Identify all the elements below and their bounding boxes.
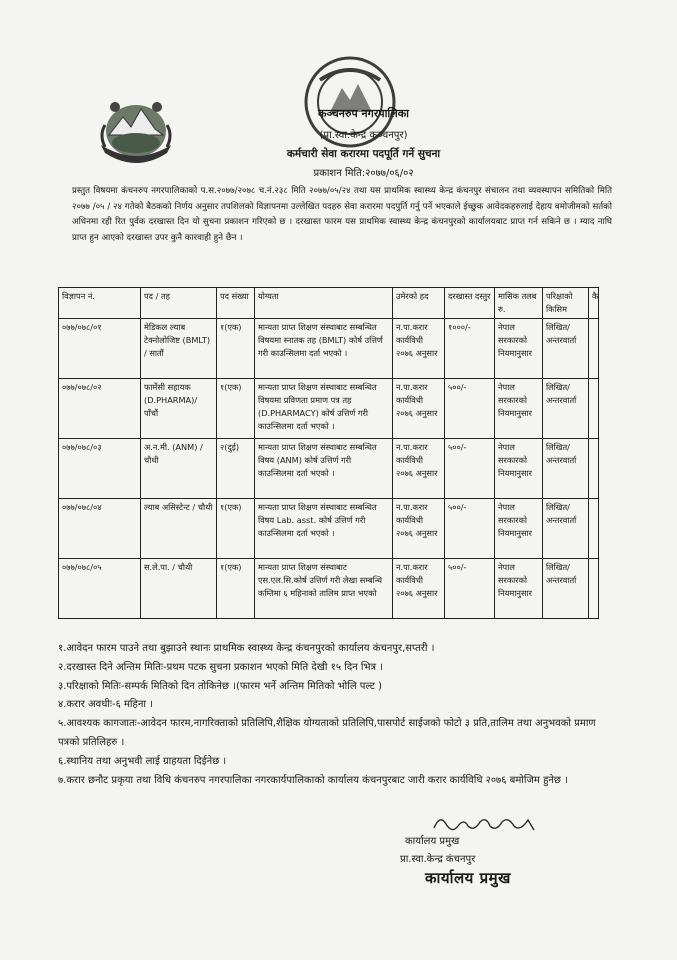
exam-type: लिखित/ अन्तरवार्ता	[543, 559, 589, 619]
terms-list	[58, 640, 618, 790]
age-limit: न.पा.करार कार्यविधी २०७६ अनुसार	[393, 379, 445, 439]
table-row	[59, 379, 599, 439]
application-fee: ५००/-	[445, 499, 495, 559]
application-fee: १०००/-	[445, 319, 495, 379]
term-item: ३.परिक्षाको मितिः-सम्पर्क मितिको दिन तोकिनेछ ।(फारम भर्ने अन्तिम मितिको भोलि पल्ट )	[58, 680, 382, 692]
age-limit: न.पा.करार कार्यविधी २०७६ अनुसार	[393, 559, 445, 619]
term-item: ५.आवश्यक कागजातः-आवेदन फारम,नागरिक्ताको प्रतिलिपि,शैक्षिक योग्यताको प्रतिलिपि,पासपोर्ट साईजको फोटो ३ प्रति,तालिम तथा अनुभवको प्रमाण पत्रको प्रतिलिहरु ।	[58, 718, 596, 748]
post-level: फार्मेसी सहायक (D.PHARMA)/ पाँचौं	[141, 379, 217, 439]
table-row	[59, 499, 599, 559]
term-item: १.आवेदन फारम पाउने तथा बुझाउने स्थानः प्राथमिक स्वास्थ्य केन्द्र कंचनपुरको कार्यालय कंचनपुर,सप्तरी ।	[58, 643, 435, 654]
age-limit: न.पा.करार कार्यविधी २०७६ अनुसार	[393, 319, 445, 379]
post-level: ल्याब असिस्टेन्ट / चौथी	[141, 499, 217, 559]
post-count: १(एक)	[217, 319, 255, 379]
post-count: १(एक)	[217, 499, 255, 559]
exam-type: लिखित/ अन्तरवार्ता	[543, 499, 589, 559]
post-level: मेडिकल ल्याब टेक्नोलोजिष्ट (BMLT) / सातौं	[141, 319, 217, 379]
exam-type: लिखित/ अन्तरवार्ता	[543, 319, 589, 379]
adv-no: ०७७/०७८/०२	[59, 379, 141, 439]
application-fee: ५००/-	[445, 559, 495, 619]
signatory-title: कार्यालय प्रमुख	[405, 836, 460, 847]
monthly-salary: नेपाल सरकारको नियमानुसार	[495, 559, 543, 619]
col-header-count: पद संख्या	[217, 288, 255, 319]
age-limit: न.पा.करार कार्यविधी २०७६ अनुसार	[393, 499, 445, 559]
col-header-post: पद / तह	[141, 288, 217, 319]
col-header-salary: मासिक तलब रु.	[495, 288, 543, 319]
remarks	[589, 379, 599, 439]
health-center-name: (प्रा.स्वा.केन्द्र कञ्चनपुर)	[319, 130, 408, 141]
notice-title: कर्मचारी सेवा करारमा पदपूर्ति गर्ने सुचना	[286, 148, 441, 160]
table-row	[59, 439, 599, 499]
monthly-salary: नेपाल सरकारको नियमानुसार	[495, 439, 543, 499]
signatory-office: प्रा.स्वा.केन्द्र कंचनपुर	[400, 854, 476, 865]
post-count: २(दुई)	[217, 439, 255, 499]
qualification: मान्यता प्राप्त शिक्षण संस्थाबाट सम्बन्धित विषयमा प्रविणता प्रमाण पत्र तह (D.PHARMACY) कोर्ष उत्तिर्ण गरी काउन्सिलमा दर्ता भएको ।	[255, 379, 393, 439]
col-header-qualification: योग्यता	[255, 288, 393, 319]
monthly-salary: नेपाल सरकारको नियमानुसार	[495, 379, 543, 439]
col-header-adv-no: विज्ञापन नं.	[59, 288, 141, 319]
office-head-seal: कार्यालय प्रमुख	[425, 869, 511, 887]
qualification: मान्यता प्राप्त शिक्षण संस्थाबाट एस.एल.सि.कोर्ष उत्तिर्ण गरी लेखा सम्बन्धि कम्तिमा ६ महिनाको तालिम प्राप्त भएको	[255, 559, 393, 619]
monthly-salary: नेपाल सरकारको नियमानुसार	[495, 499, 543, 559]
col-header-fee: दरखास्त दस्तुर	[445, 288, 495, 319]
qualification: मान्यता प्राप्त शिक्षण संस्थाबाट सम्बन्धित विषयमा स्नातक तह (BMLT) कोर्ष उत्तिर्ण गरी काउन्सिलमा दर्ता भएको ।	[255, 319, 393, 379]
term-item: ७.करार छनौट प्रकृया तथा विधि कंचनरुप नगरपालिका नगरकार्यपालिकाको कार्यालय कंचनपुरबाट जारी करार कार्यविधि २०७६ बमोजिम हुनेछ ।	[58, 774, 568, 786]
col-header-age-limit: उमेरको हद	[393, 288, 445, 319]
post-count: १(एक)	[217, 379, 255, 439]
adv-no: ०७७/०७८/०१	[59, 319, 141, 379]
term-item: २.दरखास्त दिने अन्तिम मितिः-प्रथम पटक सुचना प्रकाशन भएको मिति देखी १५ दिन भित्र ।	[58, 661, 383, 673]
application-fee: ५००/-	[445, 439, 495, 499]
application-fee: ५००/-	[445, 379, 495, 439]
table-header-row	[59, 288, 599, 319]
remarks	[589, 319, 599, 379]
monthly-salary: नेपाल सरकारको नियमानुसार	[495, 319, 543, 379]
post-count: १(एक)	[217, 559, 255, 619]
adv-no: ०७७/०७८/०५	[59, 559, 141, 619]
remarks	[589, 439, 599, 499]
remarks	[589, 499, 599, 559]
table-row	[59, 559, 599, 619]
adv-no: ०७७/०७८/०४	[59, 499, 141, 559]
intro-paragraph: प्रस्तुत विषयमा कंचनरुप नगरपालिकाको प.स.२०७७/२०७८ च.नं.२३८ मिति २०७७/०५/२४ तथा यस प्राथमिक स्वास्थ्य केन्द्र कंचनपुर संचालन तथा व्यवस्थापन समितिको मिति २०७७ /०५ / २४ गतेको बैठकको निर्णय अनुसार तपशिलको विज्ञापनमा उल्लेखित पदहरु सेवा करारमा पदपुर्ति गर्नु पर्ने भएकाले ईच्छुक आवेदकहरुलाई देहाय बमोजीमको सर्तको अधिनमा रही रित पुर्वक दरखास्त दिन यो सुचना प्रकाशन गरिएको छ । दरखास्त फारम यस प्राथमिक स्वास्थ्य केन्द्र कंचनपुरको कार्यालयबाट प्राप्त गर्न सकिने छ । म्याद नाघि प्राप्त हुन आएको दरखास्त उपर कुनै कारवाही हुने छैन ।	[72, 186, 612, 243]
age-limit: न.पा.करार कार्यविधी २०७६ अनुसार	[393, 439, 445, 499]
exam-type: लिखित/ अन्तरवार्ता	[543, 379, 589, 439]
post-level: अ.न.मी. (ANM) / चौथी	[141, 439, 217, 499]
col-header-remarks: कै	[589, 288, 599, 319]
post-level: स.ले.पा. / चौथी	[141, 559, 217, 619]
col-header-exam-type: परिक्षाको किसिम	[543, 288, 589, 319]
office-name: कञ्चनरुप नगरपालिका	[317, 107, 410, 120]
term-item: ६.स्थानिय तथा अनुभवी लाई ग्राहयता दिईनेछ ।	[58, 755, 227, 767]
exam-type: लिखित/ अन्तरवार्ता	[543, 439, 589, 499]
qualification: मान्यता प्राप्त शिक्षण संस्थाबाट सम्बन्धित विषय Lab. asst. कोर्ष उत्तिर्ण गरी काउन्सिलमा दर्ता भएको ।	[255, 499, 393, 559]
publish-date: प्रकाशन मिति:२०७७/०६/०२	[313, 168, 414, 179]
table-row	[59, 319, 599, 379]
adv-no: ०७७/०७८/०३	[59, 439, 141, 499]
remarks	[589, 559, 599, 619]
qualification: मान्यता प्राप्त शिक्षण संस्थाबाट सम्बन्धित विषय (ANM) कोर्ष उत्तिर्ण गरी काउन्सिलमा दर्ता भएको ।	[255, 439, 393, 499]
vacancy-table	[58, 287, 599, 619]
term-item: ४.करार अवधीः-६ महिना ।	[58, 699, 153, 711]
